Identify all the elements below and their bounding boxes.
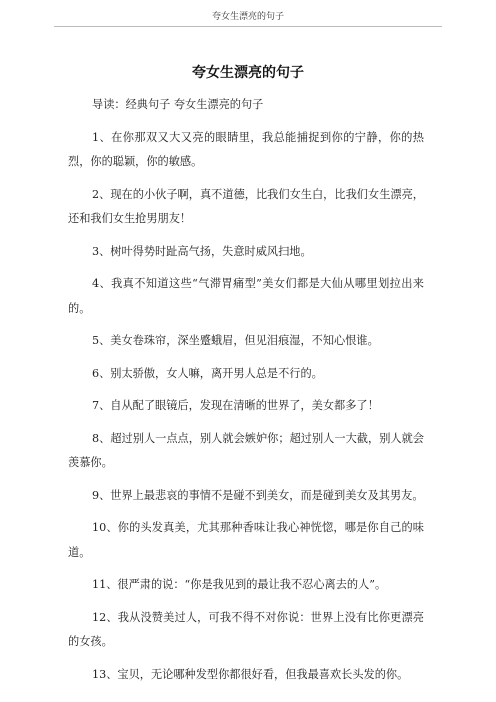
paragraph: 10、你的头发真美，尤其那种香味让我心神恍惚，哪是你自己的味道。 bbox=[68, 521, 424, 559]
paragraph: 1、在你那双又大又亮的眼睛里，我总能捕捉到你的宁静，你的热烈，你的聪颖，你的敏感。 bbox=[68, 130, 424, 168]
page-title: 夸女生漂亮的句子 bbox=[192, 65, 304, 81]
document-body bbox=[68, 93, 424, 695]
paragraph: 13、宝贝，无论哪种发型你都很好看，但我最喜欢长头发的你。 bbox=[92, 667, 409, 681]
paragraph: 3、树叶得势时趾高气扬，失意时威风扫地。 bbox=[92, 244, 312, 258]
lead-paragraph: 导读：经典句子 夸女生漂亮的句子 bbox=[92, 98, 264, 111]
paragraph: 8、超过别人一点点，别人就会嫉妒你；超过别人一大截，别人就会羡慕你。 bbox=[68, 431, 424, 469]
paragraph: 2、现在的小伙子啊，真不道德，比我们女生白，比我们女生漂亮，还和我们女生抢男朋友！ bbox=[68, 187, 424, 225]
paragraph: 11、很严肃的说：“你是我见到的最让我不忍心离去的人”。 bbox=[92, 578, 387, 591]
paragraph: 9、世界上最悲哀的事情不是碰不到美女，而是碰到美女及其男友。 bbox=[92, 488, 424, 502]
paragraph: 4、我真不知道这些“气滞胃痛型”美女们都是大仙从哪里划拉出来的。 bbox=[68, 277, 424, 315]
paragraph: 5、美女卷珠帘，深坐蹙蛾眉，但见泪痕湿，不知心恨谁。 bbox=[92, 334, 379, 347]
paragraph: 7、自从配了眼镜后，发现在清晰的世界了，美女都多了！ bbox=[92, 399, 379, 412]
paragraph: 6、别太骄傲，女人嘛，离开男人总是不行的。 bbox=[92, 366, 323, 380]
paragraph: 12、我从没赞美过人，可我不得不对你说：世界上没有比你更漂亮的女孩。 bbox=[68, 610, 424, 648]
header-divider bbox=[54, 26, 442, 27]
running-header: 夸女生漂亮的句子 bbox=[211, 12, 284, 22]
